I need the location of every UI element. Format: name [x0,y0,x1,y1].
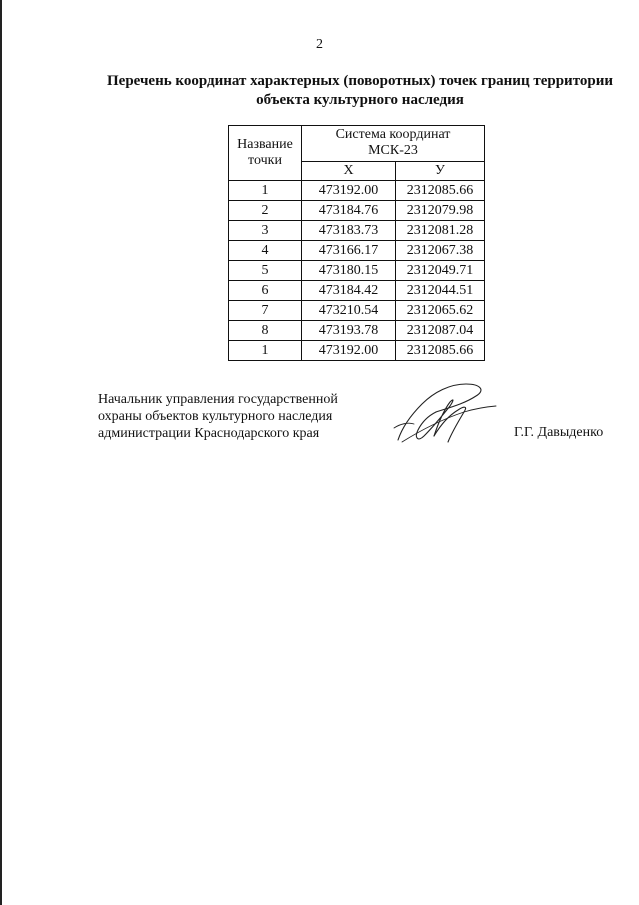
table-row [229,261,485,281]
table-row [229,241,485,261]
header-point-name [229,126,302,181]
x-coordinate-cell: 473166.17 [302,241,396,261]
table-header-row [229,126,485,162]
y-coordinate-cell: 2312085.66 [396,341,485,361]
point-id-cell: 3 [229,221,302,241]
handwritten-signature [388,380,498,448]
table-row [229,341,485,361]
x-coordinate-cell: 473184.76 [302,201,396,221]
y-coordinate-cell: 2312087.04 [396,321,485,341]
header-coordinate-system [302,126,485,162]
coordinates-table [228,125,485,361]
point-id-cell: 1 [229,341,302,361]
header-y: У [396,161,485,180]
header-x: X [302,161,396,180]
y-coordinate-cell: 2312079.98 [396,201,485,221]
document-title-line-2: объекта культурного наследия [256,92,464,108]
point-id-cell: 5 [229,261,302,281]
table-row [229,301,485,321]
x-coordinate-cell: 473193.78 [302,321,396,341]
header-point-name-line-1: Название [237,137,293,152]
y-coordinate-cell: 2312085.66 [396,181,485,201]
signer-name: Г.Г. Давыденко [514,425,604,440]
header-point-name-line-2: точки [248,153,282,168]
page-number: 2 [316,37,323,52]
document-title-line-1: Перечень координат характерных (поворотных) точек границ территории [107,73,613,89]
signer-position [98,391,338,442]
signer-position-line-3: администрации Краснодарского края [98,426,320,441]
x-coordinate-cell: 473183.73 [302,221,396,241]
point-id-cell: 4 [229,241,302,261]
point-id-cell: 1 [229,181,302,201]
page-left-edge [0,0,2,905]
y-coordinate-cell: 2312049.71 [396,261,485,281]
table-row [229,181,485,201]
signer-position-line-1: Начальник управления государственной [98,392,338,407]
x-coordinate-cell: 473210.54 [302,301,396,321]
document-title [80,72,639,110]
y-coordinate-cell: 2312044.51 [396,281,485,301]
header-coordinate-system-line-2: МСК-23 [368,143,418,159]
y-coordinate-cell: 2312065.62 [396,301,485,321]
x-coordinate-cell: 473192.00 [302,181,396,201]
point-id-cell: 7 [229,301,302,321]
table-row [229,321,485,341]
y-coordinate-cell: 2312067.38 [396,241,485,261]
x-coordinate-cell: 473180.15 [302,261,396,281]
x-coordinate-cell: 473192.00 [302,341,396,361]
signer-position-line-2: охраны объектов культурного наследия [98,409,333,424]
point-id-cell: 8 [229,321,302,341]
table-row [229,201,485,221]
table-row [229,281,485,301]
header-coordinate-system-line-1: Система координат [335,127,451,143]
y-coordinate-cell: 2312081.28 [396,221,485,241]
x-coordinate-cell: 473184.42 [302,281,396,301]
point-id-cell: 2 [229,201,302,221]
table-row [229,221,485,241]
point-id-cell: 6 [229,281,302,301]
